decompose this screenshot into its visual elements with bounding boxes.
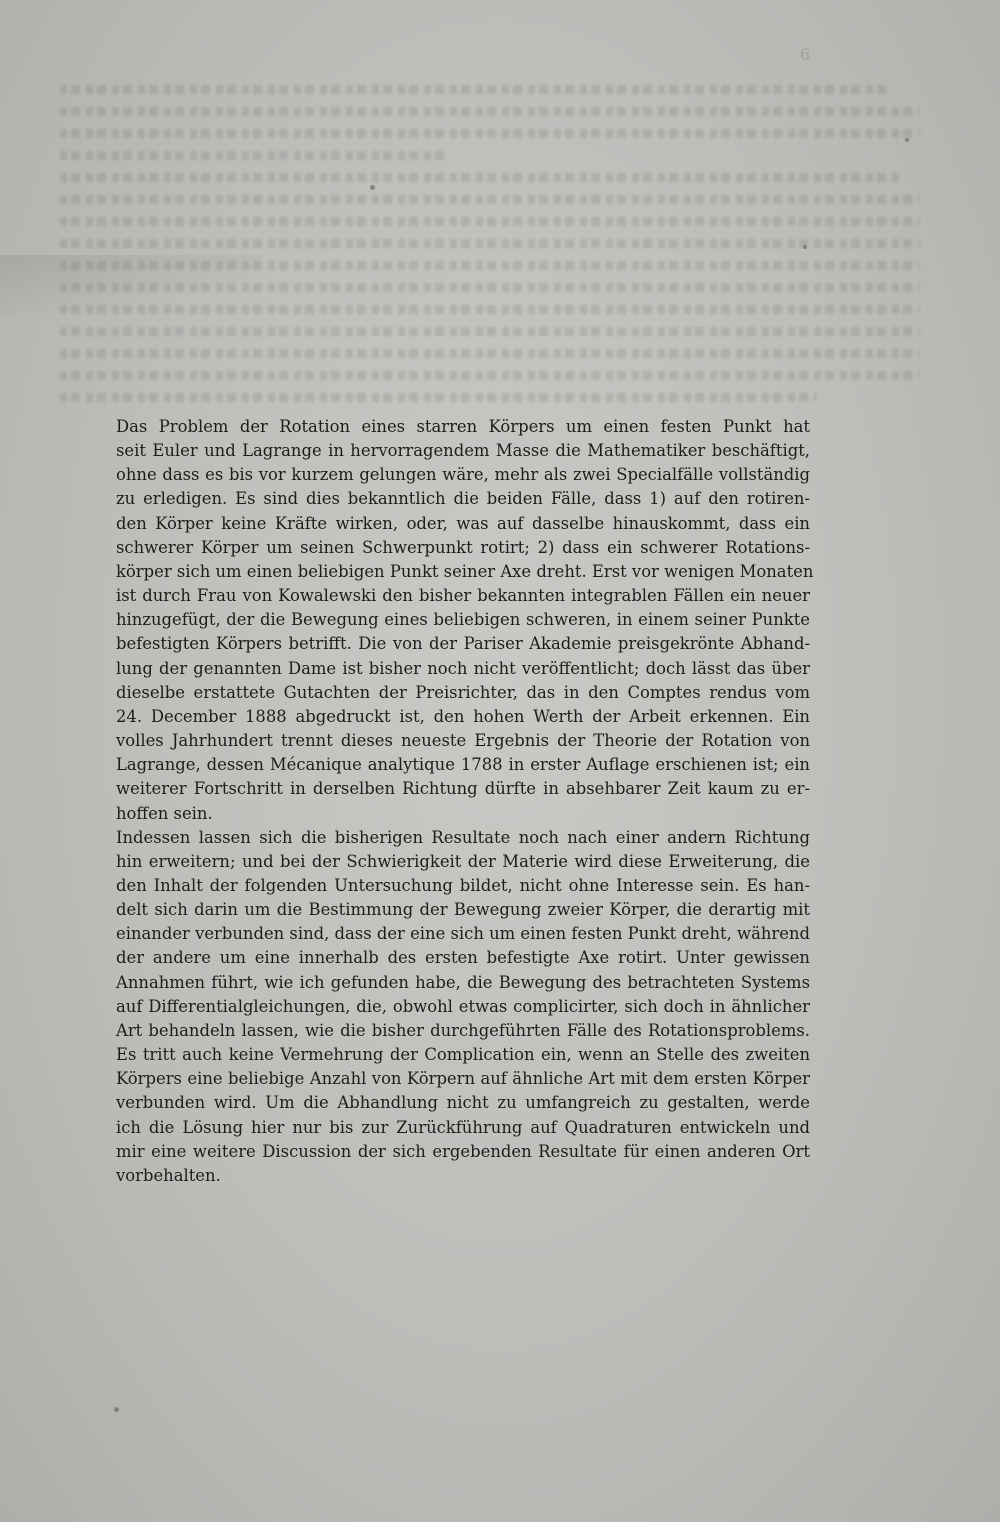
text-line: Körpers eine beliebige Anzahl von Körpern auf ähnliche Art mit dem ersten Körper: [116, 1069, 810, 1089]
text-line: ohne dass es bis vor kurzem gelungen wäre, mehr als zwei Specialfälle vollständig: [116, 465, 810, 485]
text-line: delt sich darin um die Bestimmung der Bewegung zweier Körper, die derartig mit: [116, 900, 810, 920]
text-line: weiterer Fortschritt in derselben Richtung dürfte in absehbarer Zeit kaum zu er-: [116, 779, 810, 799]
text-line: lung der genannten Dame ist bisher noch nicht veröffentlicht; doch lässt das über: [116, 658, 810, 678]
text-line: körper sich um einen beliebigen Punkt seiner Axe dreht. Erst vor wenigen Monaten: [116, 561, 814, 581]
text-line: einander verbunden sind, dass der eine sich um einen festen Punkt dreht, während: [116, 924, 810, 944]
text-line: seit Euler und Lagrange in hervorragendem Masse die Mathematiker beschäftigt,: [116, 441, 810, 461]
text-line: Das Problem der Rotation eines starren Körpers um einen festen Punkt hat: [116, 417, 810, 436]
text-line: zu erledigen. Es sind dies bekanntlich die beiden Fälle, dass 1) auf den rotiren-: [116, 489, 810, 509]
text-line: Annahmen führt, wie ich gefunden habe, die Bewegung des betrachteten Systems: [116, 972, 810, 992]
text-line: hinzugefügt, der die Bewegung eines beliebigen schweren, in einem seiner Punkte: [116, 610, 810, 630]
text-line: vorbehalten.: [116, 1165, 221, 1185]
text-line: 24. December 1888 abgedruckt ist, den hohen Werth der Arbeit erkennen. Ein: [116, 706, 810, 726]
paragraph: [116, 826, 810, 1188]
text-line: Indessen lassen sich die bisherigen Resultate noch nach einer andern Richtung: [116, 827, 810, 847]
text-line: auf Differentialgleichungen, die, obwohl etwas complicirter, sich doch in ähnlicher: [116, 996, 810, 1016]
text-line: volles Jahrhundert trennt dieses neueste Ergebnis der Theorie der Rotation von: [116, 731, 810, 751]
text-line: den Körper keine Kräfte wirken, oder, was auf dasselbe hinauskommt, dass ein: [116, 513, 810, 533]
paragraph: [116, 415, 814, 826]
ink-speck: [905, 138, 909, 142]
body-text: [116, 415, 814, 1188]
text-line: den Inhalt der folgenden Untersuchung bildet, nicht ohne Interesse sein. Es han-: [116, 875, 810, 895]
text-line: dieselbe erstattete Gutachten der Preisrichter, das in den Comptes rendus vom: [116, 682, 810, 702]
text-line: ich die Lösung hier nur bis zur Zurückführung auf Quadraturen entwickeln und: [116, 1117, 810, 1137]
text-line: der andere um eine innerhalb des ersten befestigte Axe rotirt. Unter gewissen: [116, 948, 810, 968]
text-line: verbunden wird. Um die Abhandlung nicht zu umfangreich zu gestalten, werde: [116, 1093, 810, 1113]
text-line: hoffen sein.: [116, 803, 213, 823]
text-line: hin erweitern; und bei der Schwierigkeit der Materie wird diese Erweiterung, die: [116, 851, 810, 871]
ink-speck: [803, 245, 807, 249]
text-line: schwerer Körper um seinen Schwerpunkt rotirt; 2) dass ein schwerer Rotations-: [116, 537, 810, 557]
ink-speck: [370, 185, 375, 190]
text-line: Art behandeln lassen, wie die bisher durchgeführten Fälle des Rotationsproblems.: [116, 1020, 810, 1040]
ink-speck: [114, 1407, 119, 1412]
text-line: Lagrange, dessen Mécanique analytique 1788 in erster Auflage erschienen ist; ein: [116, 755, 810, 775]
text-line: Es tritt auch keine Vermehrung der Complication ein, wenn an Stelle des zweiten: [116, 1045, 810, 1065]
page-number: 6: [799, 45, 810, 64]
text-line: mir eine weitere Discussion der sich ergebenden Resultate für einen anderen Ort: [116, 1141, 810, 1161]
text-line: ist durch Frau von Kowalewski den bisher bekannten integrablen Fällen ein neuer: [116, 586, 810, 606]
text-line: befestigten Körpers betrifft. Die von der Pariser Akademie preisgekrönte Abhand-: [116, 634, 810, 654]
bleed-through-text: [60, 85, 920, 415]
